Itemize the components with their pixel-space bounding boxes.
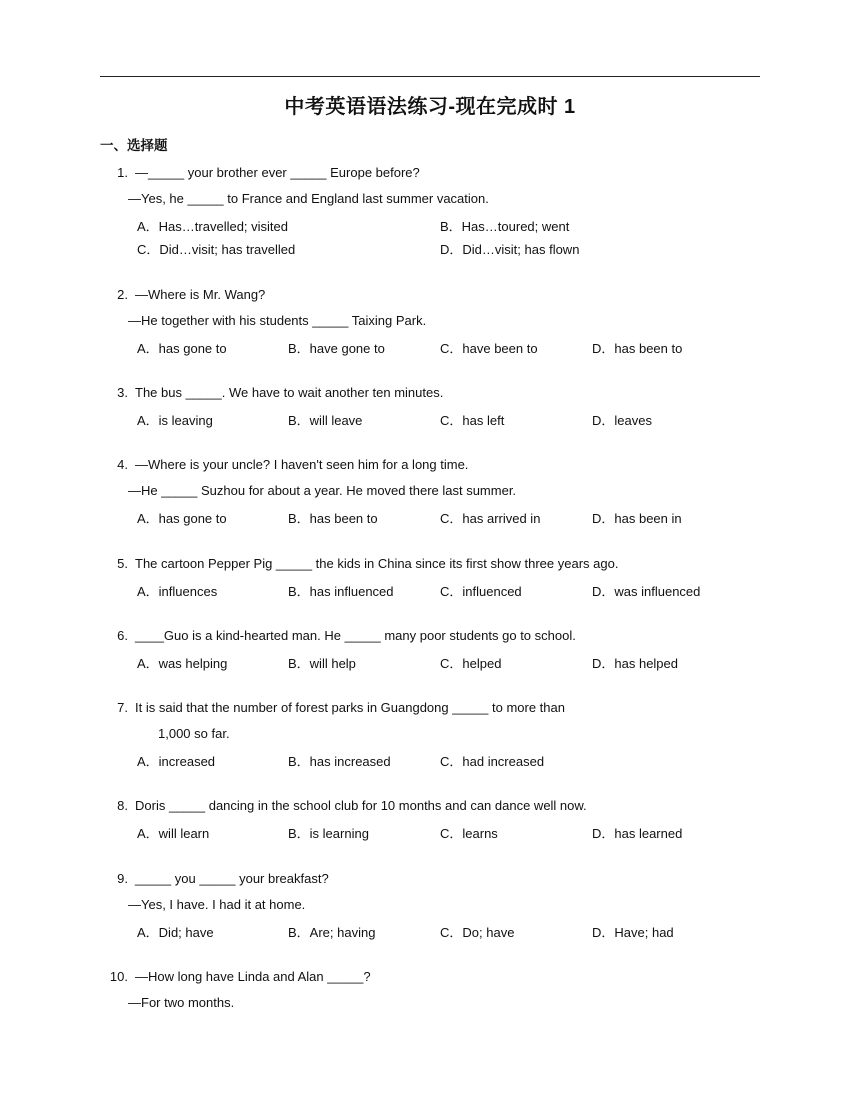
question-stem: The cartoon Pepper Pig _____ the kids in China since its first show three years ago. xyxy=(135,556,619,571)
page-title: 中考英语语法练习-现在完成时 1 xyxy=(284,96,576,118)
question-stem: —_____ your brother ever _____ Europe before? xyxy=(135,165,420,180)
option-c[interactable]: C．have been to xyxy=(440,341,538,356)
option-a[interactable]: A．was helping xyxy=(137,656,228,671)
section-heading: 一、选择题 xyxy=(100,138,168,153)
option-b[interactable]: B．has influenced xyxy=(288,584,394,599)
question-stem-line-2: 1,000 so far. xyxy=(158,726,230,741)
option-c[interactable]: C．Did…visit; has travelled xyxy=(137,242,296,257)
option-c[interactable]: C．Do; have xyxy=(440,925,515,940)
question-stem: —How long have Linda and Alan _____? xyxy=(135,969,371,984)
option-d[interactable]: D．was influenced xyxy=(592,584,701,599)
question-stem: The bus _____. We have to wait another ten minutes. xyxy=(135,385,444,400)
option-c[interactable]: C．learns xyxy=(440,826,498,841)
option-c[interactable]: C．had increased xyxy=(440,754,545,769)
option-b[interactable]: B．has been to xyxy=(288,511,378,526)
option-d[interactable]: D．leaves xyxy=(592,413,652,428)
option-a[interactable]: A．has gone to xyxy=(137,511,227,526)
option-b[interactable]: B．Has…toured; went xyxy=(440,219,570,234)
question-stem: —Where is your uncle? I haven't seen him for a long time. xyxy=(135,457,469,472)
question-stem: ____Guo is a kind-hearted man. He _____ many poor students go to school. xyxy=(135,628,576,643)
question-stem: _____ you _____ your breakfast? xyxy=(135,871,329,886)
question-stem: It is said that the number of forest parks in Guangdong _____ to more than xyxy=(135,700,565,715)
question-stem-line-2: —Yes, I have. I had it at home. xyxy=(128,897,306,912)
option-a[interactable]: A．influences xyxy=(137,584,218,599)
option-b[interactable]: B．Are; having xyxy=(288,925,376,940)
option-d[interactable]: D．has learned xyxy=(592,826,683,841)
option-c[interactable]: C．has left xyxy=(440,413,505,428)
question-number: 9. xyxy=(117,871,128,886)
option-a[interactable]: A．will learn xyxy=(137,826,210,841)
option-b[interactable]: B．will leave xyxy=(288,413,363,428)
option-d[interactable]: D．Did…visit; has flown xyxy=(440,242,580,257)
option-b[interactable]: B．have gone to xyxy=(288,341,385,356)
question-stem-line-2: —For two months. xyxy=(128,995,235,1010)
option-d[interactable]: D．has been in xyxy=(592,511,682,526)
option-d[interactable]: D．has helped xyxy=(592,656,678,671)
question-stem-line-2: —Yes, he _____ to France and England last summer vacation. xyxy=(128,191,489,206)
question-number: 6. xyxy=(117,628,128,643)
question-number: 1. xyxy=(117,165,128,180)
option-d[interactable]: D．Have; had xyxy=(592,925,674,940)
option-a[interactable]: A．Has…travelled; visited xyxy=(137,219,288,234)
option-b[interactable]: B．is learning xyxy=(288,826,369,841)
question-stem-line-2: —He _____ Suzhou for about a year. He moved there last summer. xyxy=(128,483,517,498)
option-a[interactable]: A．Did; have xyxy=(137,925,214,940)
option-a[interactable]: A．increased xyxy=(137,754,216,769)
option-c[interactable]: C．influenced xyxy=(440,584,522,599)
top-rule xyxy=(100,76,760,77)
question-number: 3. xyxy=(117,385,128,400)
question-number: 10. xyxy=(109,969,128,984)
question-number: 2. xyxy=(117,287,128,302)
question-number: 7. xyxy=(117,700,128,715)
option-a[interactable]: A．has gone to xyxy=(137,341,227,356)
option-d[interactable]: D．has been to xyxy=(592,341,683,356)
option-c[interactable]: C．has arrived in xyxy=(440,511,541,526)
question-stem: —Where is Mr. Wang? xyxy=(135,287,266,302)
question-number: 5. xyxy=(117,556,128,571)
question-number: 8. xyxy=(117,798,128,813)
option-b[interactable]: B．has increased xyxy=(288,754,391,769)
option-c[interactable]: C．helped xyxy=(440,656,502,671)
option-a[interactable]: A．is leaving xyxy=(137,413,213,428)
question-number: 4. xyxy=(117,457,128,472)
question-stem-line-2: —He together with his students _____ Taixing Park. xyxy=(128,313,427,328)
option-b[interactable]: B．will help xyxy=(288,656,356,671)
question-stem: Doris _____ dancing in the school club for 10 months and can dance well now. xyxy=(135,798,587,813)
